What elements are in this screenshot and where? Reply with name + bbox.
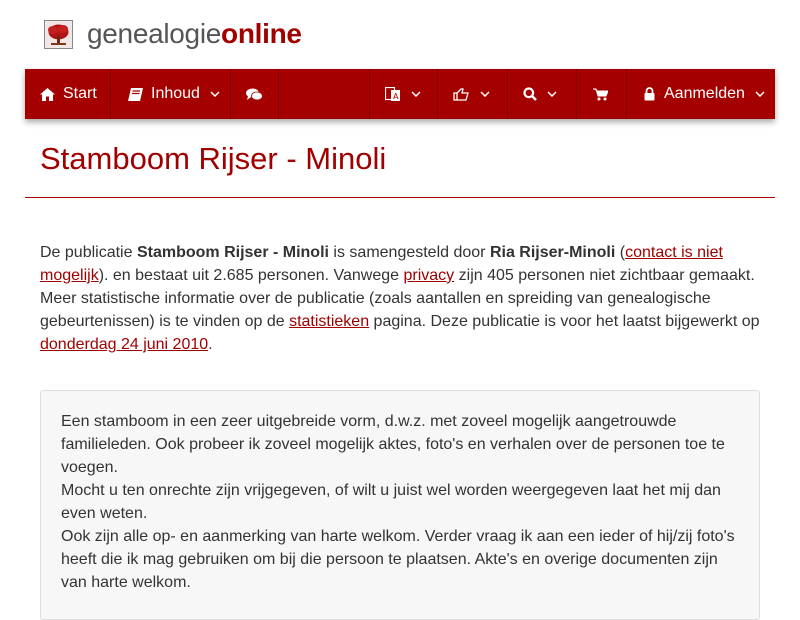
nav-search[interactable] — [508, 69, 577, 119]
main-navbar — [25, 69, 775, 119]
nav-start[interactable] — [25, 69, 111, 119]
publication-description — [61, 410, 741, 594]
thumbs-up-icon — [453, 88, 470, 101]
author-name: Ria Rijser-Minoli — [489, 244, 616, 261]
chevron-down-icon — [411, 91, 421, 97]
statistics-link[interactable]: statistieken — [289, 313, 370, 330]
book-icon — [128, 88, 143, 101]
title-divider — [25, 197, 775, 198]
publication-intro — [40, 241, 770, 356]
brand-part-online: online — [221, 18, 302, 49]
description-paragraph-1: Een stamboom in een zeer uitgebreide vorm, d.w.z. met zoveel mogelijk aangetrouwde familieleden. Ook probeer ik zoveel mogelijk aktes, foto's en verhalen over de personen toe te voegen. — [61, 413, 725, 476]
intro-text-4: ). en bestaat uit 2.685 personen. Vanwege — [98, 267, 404, 284]
page-title: Stamboom Rijser - Minoli — [40, 141, 387, 176]
chevron-down-icon — [547, 91, 557, 97]
intro-text-2: is samengesteld door — [328, 244, 490, 261]
description-paragraph-3: Ook zijn alle op- en aanmerking van harte welkom. Verder vraag ik aan een ieder of hij/zij foto's heeft die ik mag gebruiken om bij die persoon te plaatsen. Akte's en overige documenten zijn van harte welkom. — [61, 528, 735, 591]
svg-text:A: A — [393, 91, 399, 101]
language-icon — [385, 87, 401, 102]
description-paragraph-2: Mocht u ten onrechte zijn vrijgegeven, of wilt u juist wel worden weergegeven laat het mij dan even weten. — [61, 482, 721, 522]
contact-link[interactable]: contact is niet mogelijk — [40, 244, 723, 284]
brand-logo-text[interactable] — [87, 17, 302, 51]
intro-text-6: pagina. Deze publicatie is voor het laatst bijgewerkt op — [369, 313, 760, 330]
nav-language[interactable] — [369, 69, 438, 119]
publication-name: Stamboom Rijser - Minoli — [136, 244, 329, 261]
intro-text-1: De publicatie — [40, 244, 137, 261]
nav-aanmelden-label: Aanmelden — [664, 85, 745, 102]
privacy-link[interactable]: privacy — [403, 267, 455, 284]
intro-text-5: zijn 405 personen niet zichtbaar gemaakt. Meer statistische informatie over de publicatie (zoals aantallen en spreiding van genealogische gebeurtenissen) is te vinden op de — [40, 267, 755, 330]
last-updated-date-link[interactable]: donderdag 24 juni 2010 — [40, 336, 209, 353]
site-header — [0, 0, 800, 69]
home-icon — [40, 88, 55, 101]
nav-inhoud-label: Inhoud — [151, 85, 200, 102]
lock-icon — [644, 87, 655, 101]
nav-start-label: Start — [63, 85, 97, 102]
cart-icon — [593, 88, 608, 101]
chevron-down-icon — [755, 91, 765, 97]
brand-part-genealogie: genealogie — [87, 18, 222, 49]
comments-icon — [246, 88, 263, 101]
intro-text-3: ( — [615, 244, 626, 261]
nav-shop[interactable] — [577, 69, 627, 119]
nav-recommend[interactable] — [438, 69, 508, 119]
chevron-down-icon — [480, 91, 490, 97]
search-icon — [523, 87, 537, 101]
nav-inhoud[interactable] — [111, 69, 231, 119]
intro-text-7: . — [208, 336, 213, 353]
publication-description-box — [40, 390, 760, 620]
nav-aanmelden[interactable] — [627, 69, 775, 119]
chevron-down-icon — [210, 91, 220, 97]
tree-logo-icon[interactable] — [44, 20, 73, 49]
nav-forum[interactable] — [231, 69, 279, 119]
